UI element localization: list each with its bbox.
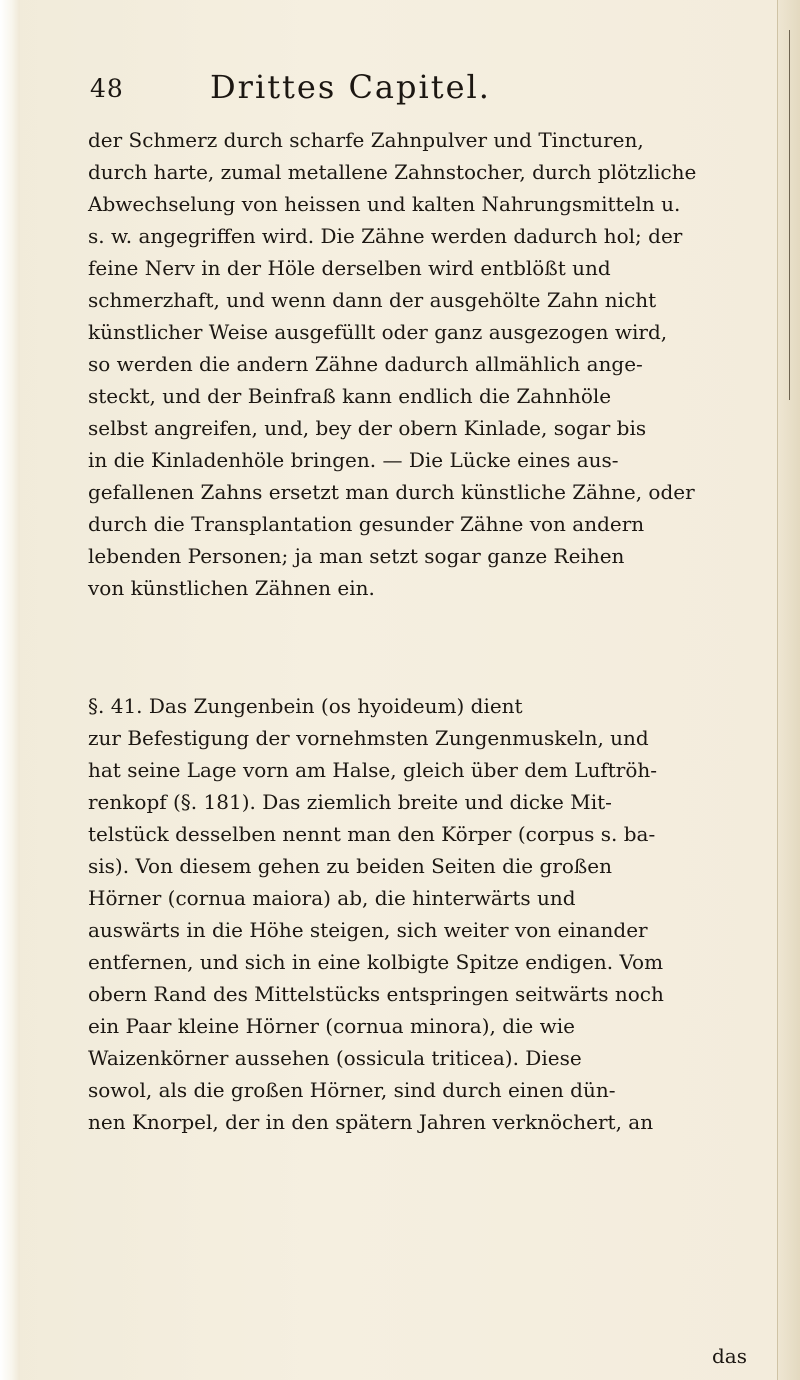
text-line: s. w. angegriffen wird. Die Zähne werden dadurch hol; der xyxy=(88,224,683,248)
text-line: zur Befestigung der vornehmsten Zungenmuskeln, und xyxy=(88,726,649,750)
page-number: 48 xyxy=(90,74,124,103)
text-line: durch die Transplantation gesunder Zähne von andern xyxy=(88,512,645,536)
running-head: Drittes Capitel. xyxy=(210,68,491,106)
text-line: hat seine Lage vorn am Halse, gleich über dem Luftröh- xyxy=(88,758,658,782)
page-gutter xyxy=(0,0,20,1380)
text-line: telstück desselben nennt man den Körper (corpus s. ba- xyxy=(88,822,656,846)
paragraph-teeth xyxy=(88,124,748,604)
page-header xyxy=(90,66,690,110)
section-heading-line: §. 41. Das Zungenbein (os hyoideum) dient xyxy=(88,694,523,718)
text-line: ein Paar kleine Hörner (cornua minora), die wie xyxy=(88,1014,575,1038)
text-line: auswärts in die Höhe steigen, sich weiter von einander xyxy=(88,918,648,942)
text-line: steckt, und der Beinfraß kann endlich die Zahnhöle xyxy=(88,384,612,408)
text-line: Hörner (cornua maiora) ab, die hinterwärts und xyxy=(88,886,576,910)
text-line: entfernen, und sich in eine kolbigte Spitze endigen. Vom xyxy=(88,950,664,974)
text-line: in die Kinladenhöle bringen. — Die Lücke eines aus- xyxy=(88,448,619,472)
text-line: nen Knorpel, der in den spätern Jahren verknöchert, an xyxy=(88,1110,654,1134)
paragraph-hyoid xyxy=(88,690,748,1138)
text-line: durch harte, zumal metallene Zahnstocher, durch plötzliche xyxy=(88,160,697,184)
text-line: der Schmerz durch scharfe Zahnpulver und Tincturen, xyxy=(88,128,644,152)
text-line: obern Rand des Mittelstücks entspringen seitwärts noch xyxy=(88,982,664,1006)
text-line: sis). Von diesem gehen zu beiden Seiten die großen xyxy=(88,854,612,878)
text-line: lebenden Personen; ja man setzt sogar ganze Reihen xyxy=(88,544,625,568)
text-line: künstlicher Weise ausgefüllt oder ganz ausgezogen wird, xyxy=(88,320,668,344)
text-line: Abwechselung von heissen und kalten Nahrungsmitteln u. xyxy=(88,192,681,216)
text-line: gefallenen Zahns ersetzt man durch künstliche Zähne, oder xyxy=(88,480,695,504)
text-line: so werden die andern Zähne dadurch allmählich ange- xyxy=(88,352,643,376)
catchword: das xyxy=(712,1344,747,1368)
text-line: sowol, als die großen Hörner, sind durch einen dün- xyxy=(88,1078,616,1102)
text-line: selbst angreifen, und, bey der obern Kinlade, sogar bis xyxy=(88,416,647,440)
text-line: Waizenkörner aussehen (ossicula triticea). Diese xyxy=(88,1046,582,1070)
text-line: schmerzhaft, und wenn dann der ausgehölte Zahn nicht xyxy=(88,288,657,312)
text-line: renkopf (§. 181). Das ziemlich breite und dicke Mit- xyxy=(88,790,612,814)
text-line: feine Nerv in der Höle derselben wird entblößt und xyxy=(88,256,611,280)
text-line: von künstlichen Zähnen ein. xyxy=(88,576,375,600)
edge-line xyxy=(789,30,790,400)
